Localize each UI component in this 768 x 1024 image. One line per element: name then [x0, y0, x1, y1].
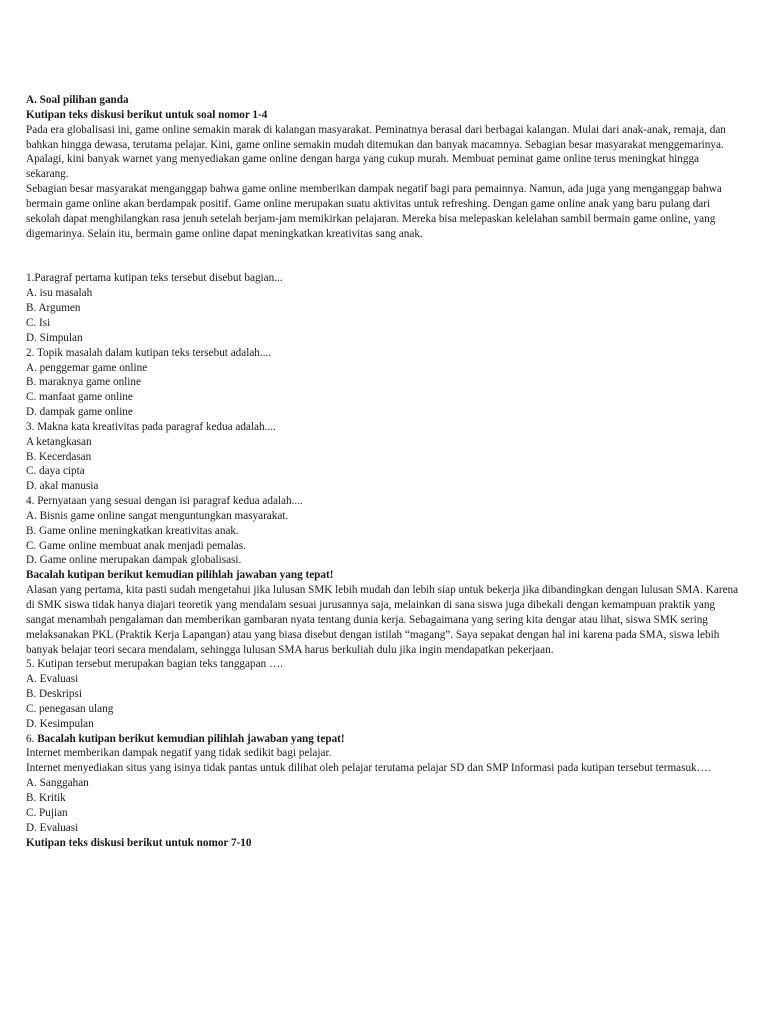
passage-1-paragraph-1: Pada era globalisasi ini, game online semakin marak di kalangan masyarakat. Peminatnya berasal dari berbagai kalangan. Mulai dari anak-anak, remaja, dan bahkan hingga dewasa, terutama pelajar. Kini, game online semakin mudah ditemukan dan banyak macamnya. Sebagian besar masyarakat menggemarinya. Apalagi, kini banyak warnet yang menyediakan game online dengan harga yang cukup murah. Membuat peminat game online terus meningkat hingga sekarang. — [26, 123, 726, 181]
section-heading: A. Soal pilihan ganda — [26, 94, 129, 106]
document-content — [26, 93, 742, 850]
passage-1-paragraph-2: Sebagian besar masyarakat menganggap bahwa game online memberikan dampak negatif bagi para pemainnya. Namun, ada juga yang menganggap bahwa bermain game online akan berdampak positif. Game online merupakan suatu aktivitas untuk refreshing. Dengan game online anak yang baru pulang dari sekolah dapat menghilangkan rasa jenuh setelah berjam-jam memikirkan pelajaran. Mereka bisa melepaskan kelelahan sambil bermain game online, yang digemarinya. Selain itu, bermain game online dapat meningkatkan kreativitas sang anak. — [26, 183, 722, 240]
option-3d: D. akal manusia — [26, 480, 99, 493]
passage-3-line-1: Internet memberikan dampak negatif yang tidak sedikit bagi pelajar. — [26, 747, 332, 760]
option-2c: C. manfaat game online — [26, 391, 133, 404]
option-1c: C. Isi — [26, 316, 51, 329]
passage-intro-5: Bacalah kutipan berikut kemudian pilihlah jawaban yang tepat! — [26, 569, 334, 582]
option-5d: D. Kesimpulan — [26, 717, 94, 730]
option-2a: A. penggemar game online — [26, 361, 148, 374]
question-4: 4. Pernyataan yang sesuai dengan isi paragraf kedua adalah.... — [26, 495, 303, 508]
question-6-intro — [26, 732, 742, 747]
option-3c: C. daya cipta — [26, 465, 85, 478]
option-5c: C. penegasan ulang — [26, 702, 114, 715]
question-6-instruction: Bacalah kutipan berikut kemudian pilihlah jawaban yang tepat! — [37, 732, 345, 745]
question-5: 5. Kutipan tersebut merupakan bagian teks tanggapan …. — [26, 658, 283, 671]
passage-intro-1-4: Kutipan teks diskusi berikut untuk soal nomor 1-4 — [26, 108, 268, 121]
option-5b: B. Deskripsi — [26, 688, 82, 701]
option-6c: C. Pujian — [26, 806, 68, 819]
option-4b: B. Game online meningkatkan kreativitas anak. — [26, 524, 239, 537]
option-4c: C. Game online membuat anak menjadi pemalas. — [26, 539, 246, 552]
passage-intro-7-10: Kutipan teks diskusi berikut untuk nomor 7-10 — [26, 836, 252, 849]
spacer — [26, 241, 742, 271]
option-6a: A. Sanggahan — [26, 777, 89, 790]
option-1b: B. Argumen — [26, 302, 81, 315]
option-6b: B. Kritik — [26, 791, 66, 804]
option-3a: A ketangkasan — [26, 435, 92, 448]
question-1: 1.Paragraf pertama kutipan teks tersebut disebut bagian... — [26, 272, 283, 285]
option-4a: A. Bisnis game online sangat menguntungkan masyarakat. — [26, 509, 289, 522]
option-2d: D. dampak game online — [26, 406, 133, 419]
option-1d: D. Simpulan — [26, 331, 83, 344]
passage-3-line-2: Internet menyediakan situs yang isinya tidak pantas untuk dilihat oleh pelajar terutama pelajar SD dan SMP Informasi pada kutipan tersebut termasuk…. — [26, 762, 711, 775]
option-6d: D. Evaluasi — [26, 821, 79, 834]
question-3: 3. Makna kata kreativitas pada paragraf kedua adalah.... — [26, 420, 276, 433]
option-2b: B. maraknya game online — [26, 376, 141, 389]
passage-2: Alasan yang pertama, kita pasti sudah mengetahui jika lulusan SMK lebih mudah dan lebih siap untuk bekerja jika dibandingkan dengan lulusan SMA. Karena di SMK siswa tidak hanya diajari teoretik yang mendalam sesuai jurusannya saja, melainkan di sana siswa juga dibekali dengan kemampuan praktik yang sangat menambah pengalaman dan memberikan gambaran nyata tentang dunia kerja. Sebagaimana yang sering kita dengar atau lihat, siswa SMK sering melaksanakan PKL (Praktik Kerja Lapangan) atau yang biasa disebut dengan istilah “magang”. Saya sepakat dengan hal ini karena pada SMA, siswa lebih banyak belajar teori secara mendalam, sehingga lulusan SMA harus berkuliah dulu jika ingin mendapatkan pekerjaan. — [26, 584, 739, 656]
question-6-number: 6. — [26, 732, 38, 745]
option-1a: A. isu masalah — [26, 287, 93, 300]
option-3b: B. Kecerdasan — [26, 450, 92, 463]
option-4d: D. Game online merupakan dampak globalisasi. — [26, 554, 242, 567]
option-5a: A. Evaluasi — [26, 673, 79, 686]
question-2: 2. Topik masalah dalam kutipan teks tersebut adalah.... — [26, 346, 272, 359]
